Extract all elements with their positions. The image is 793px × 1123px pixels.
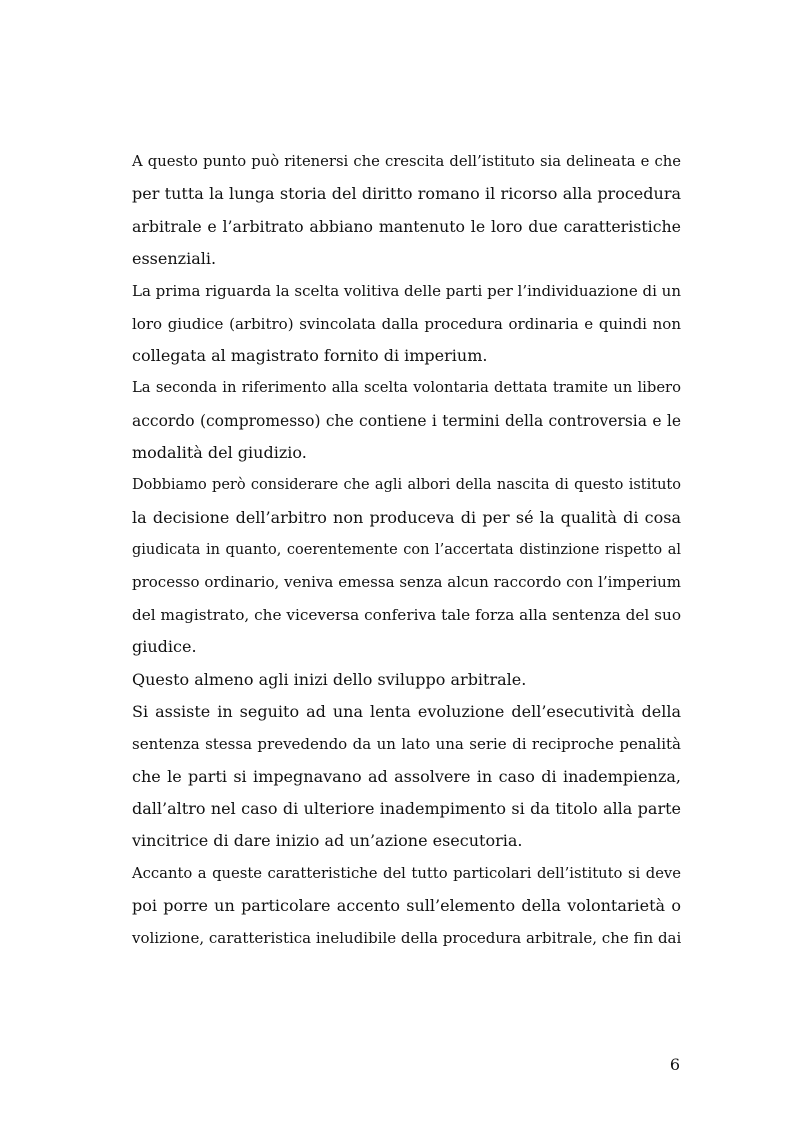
text-line: giudicata in quanto, coerentemente con l’accertata distinzione rispetto al <box>132 542 681 559</box>
text-line: essenziali. <box>132 249 217 269</box>
text-line: volizione, caratteristica ineludibile della procedura arbitrale, che fin dai <box>132 929 682 948</box>
text-line: poi porre un particolare accento sull’elemento della volontarietà o <box>132 895 681 915</box>
text-line: A questo punto può ritenersi che crescita dell’istituto sia delineata e che <box>132 153 681 170</box>
text-line: che le parti si impegnavano ad assolvere in caso di inadempienza, <box>132 766 681 786</box>
text-line: Questo almeno agli inizi dello sviluppo arbitrale. <box>132 669 527 689</box>
text-line: modalità del giudizio. <box>132 443 307 463</box>
text-line: sentenza stessa prevedendo da un lato una serie di reciproche penalità <box>132 735 681 754</box>
text-line: accordo (compromesso) che contiene i termini della controversia e le <box>132 411 681 430</box>
text-line: vincitrice di dare inizio ad un’azione esecutoria. <box>132 831 523 851</box>
text-line: loro giudice (arbitro) svincolata dalla procedura ordinaria e quindi non <box>132 314 681 333</box>
text-line: La prima riguarda la scelta volitiva delle parti per l’individuazione di un <box>132 282 681 301</box>
text-line: Dobbiamo però considerare che agli albori della nascita di questo istituto <box>132 477 681 494</box>
text-line: per tutta la lunga storia del diritto romano il ricorso alla procedura <box>132 184 681 204</box>
body-text <box>132 146 681 955</box>
text-line: la decisione dell’arbitro non produceva di per sé la qualità di cosa <box>132 507 681 527</box>
text-line: La seconda in riferimento alla scelta volontaria dettata tramite un libero <box>132 379 681 397</box>
text-line: Si assiste in seguito ad una lenta evoluzione dell’esecutività della <box>132 701 681 721</box>
text-line: Accanto a queste caratteristiche del tutto particolari dell’istituto si deve <box>132 864 681 882</box>
text-line: processo ordinario, veniva emessa senza alcun raccordo con l’imperium <box>132 573 681 592</box>
text-line: del magistrato, che viceversa conferiva tale forza alla sentenza del suo <box>132 605 681 624</box>
page-number: 6 <box>669 1055 680 1074</box>
text-line: dall’altro nel caso di ulteriore inadempimento si da titolo alla parte <box>132 798 681 818</box>
text-line: collegata al magistrato fornito di imperium. <box>132 346 488 366</box>
text-line: arbitrale e l’arbitrato abbiano mantenuto le loro due caratteristiche <box>132 216 681 236</box>
text-line: giudice. <box>132 637 197 657</box>
